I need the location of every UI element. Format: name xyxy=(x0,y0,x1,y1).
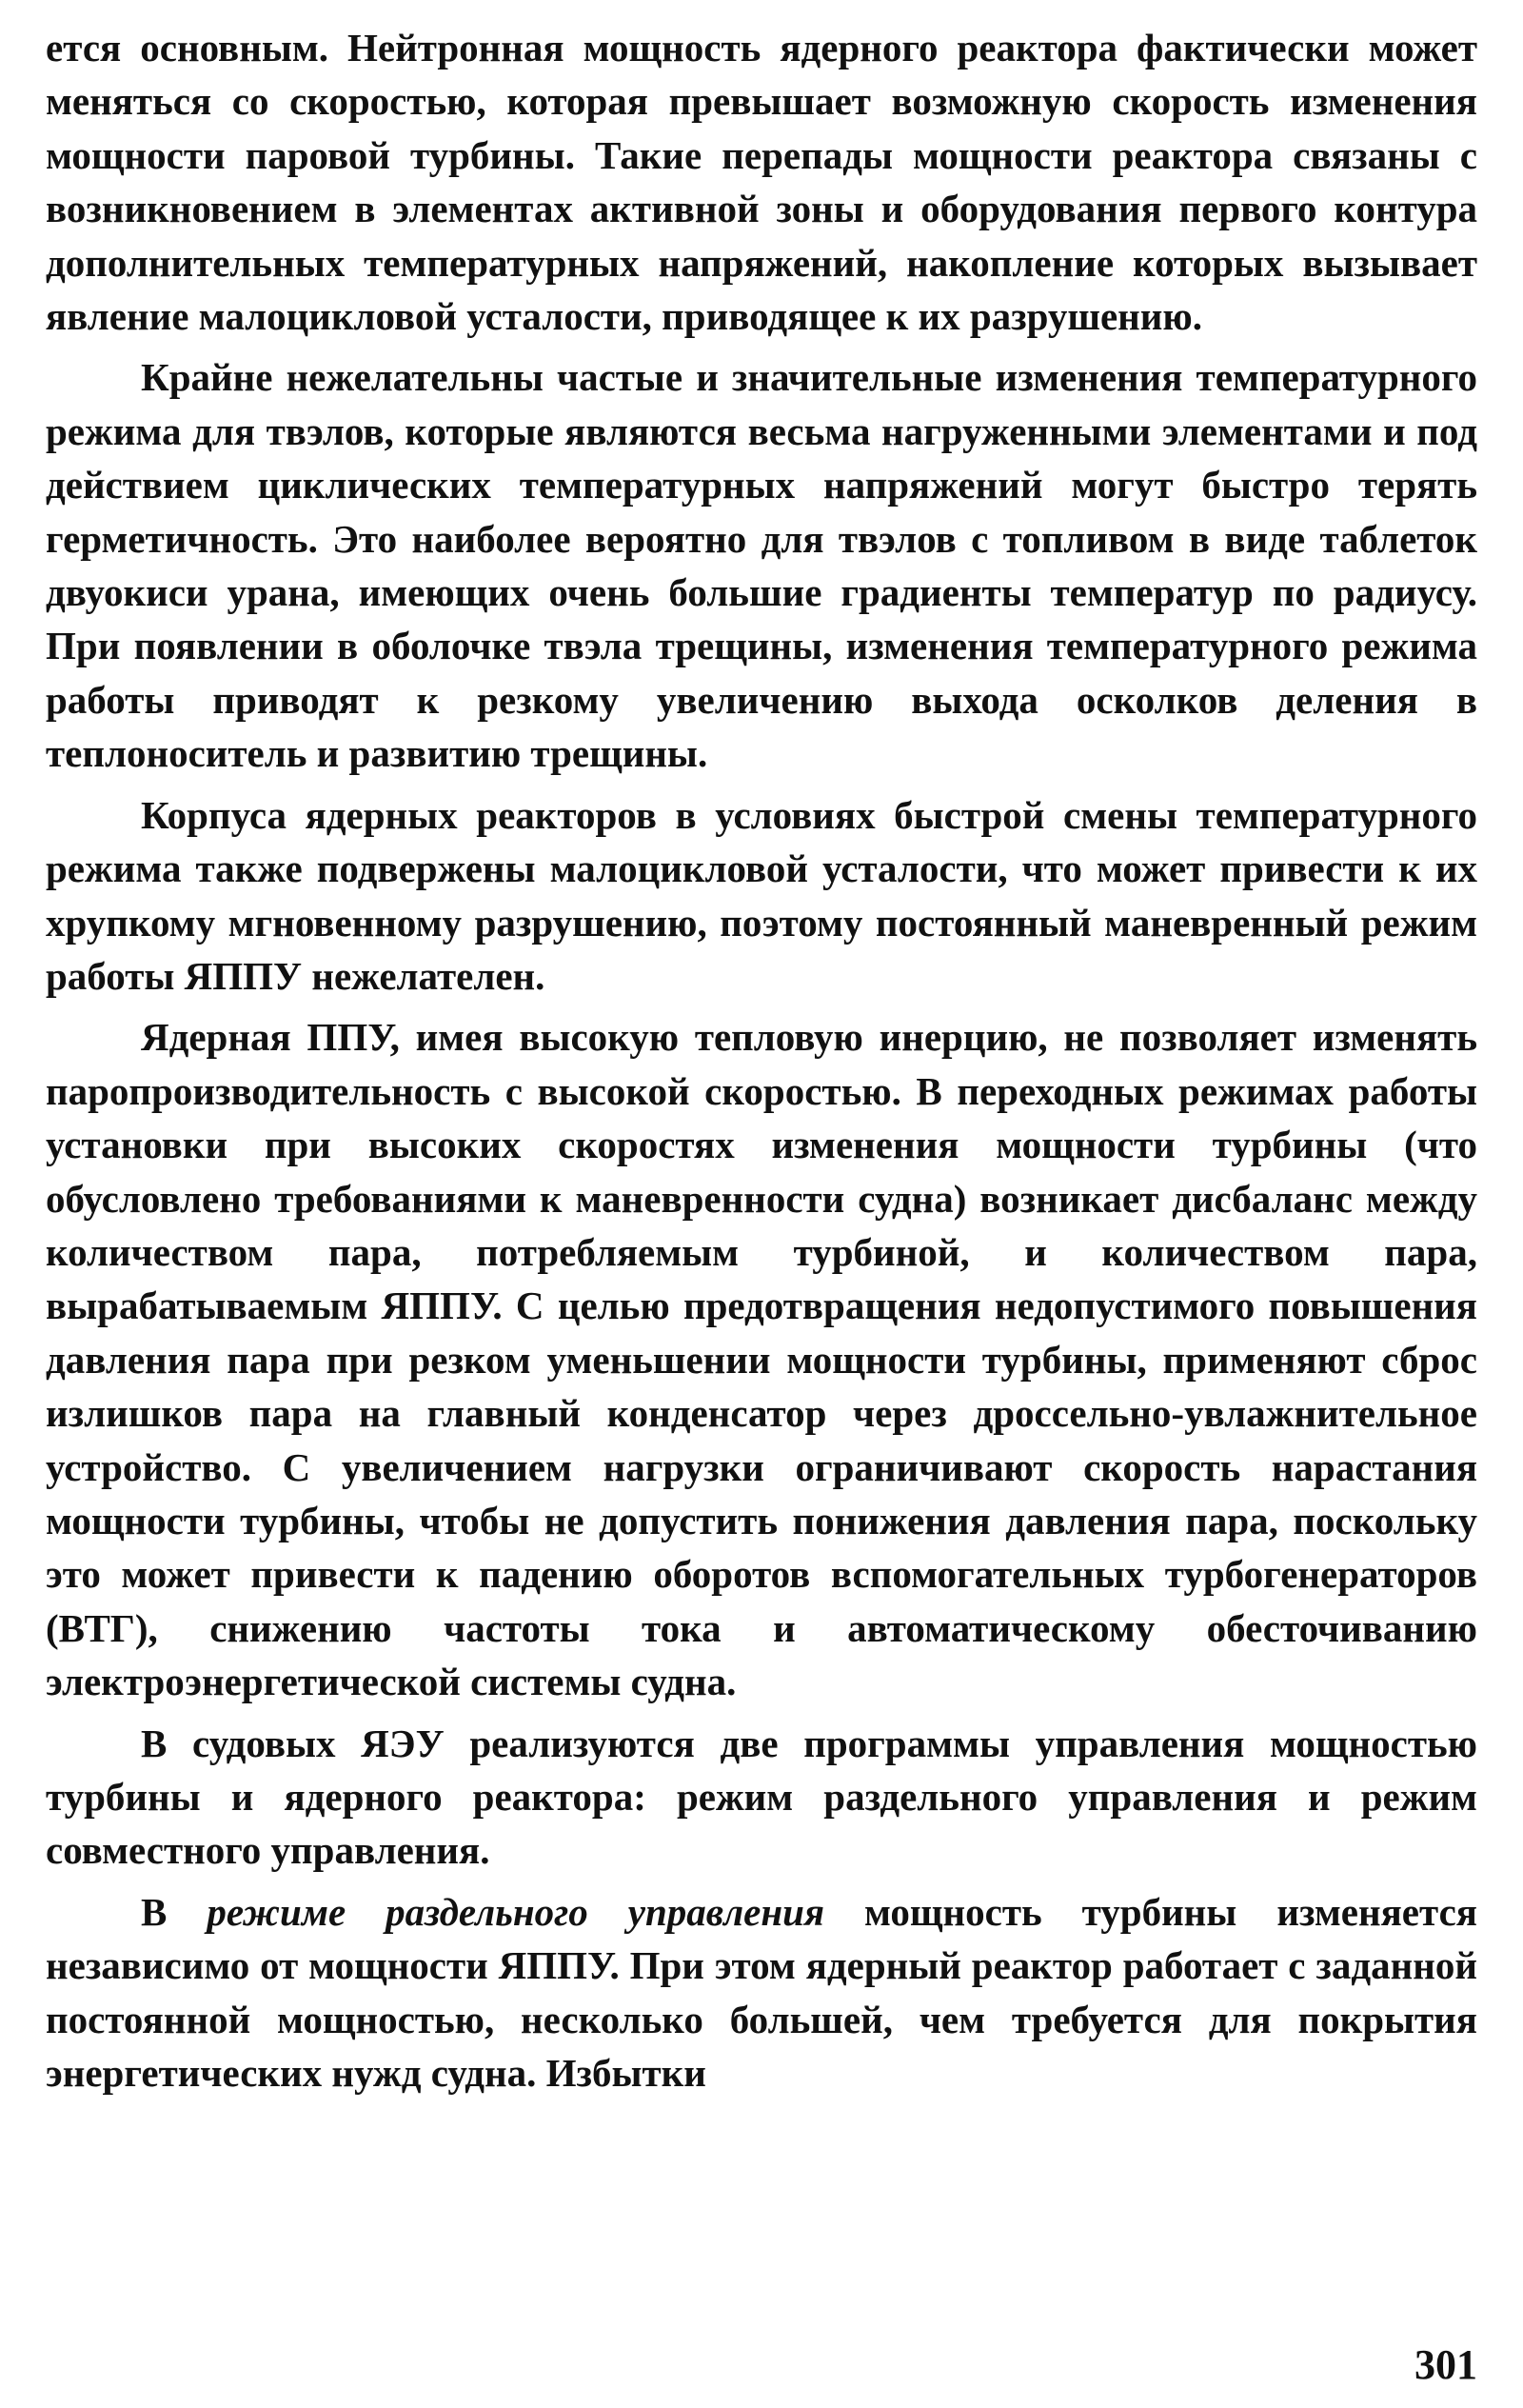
paragraph-4: Ядерная ППУ, имея высокую тепловую инерцию, не позволяет изменять паропроизводительность с высокой скоростью. В переходных режимах работы установки при высоких скоростях изменения мощности турбины (что обусловлено требованиями к маневренности судна) возникает дисбаланс между количеством пара, потребляемым турбиной, и количеством пара, вырабатываемым ЯППУ. С целью предотвращения недопустимого повышения давления пара при резком уменьшении мощности турбины, применяют сброс излишков пара на главный конденсатор через дроссельно-увлажнительное устройство. С увеличением нагрузки ограничивают скорость нарастания мощности турбины, чтобы не допустить понижения давления пара, поскольку это может привести к падению оборотов вспомогательных турбогенераторов (ВТГ), снижению частоты тока и автоматическому обесточиванию электроэнергетической системы судна. xyxy=(46,1015,1477,1704)
paragraph-1: ется основным. Нейтронная мощность ядерного реактора фактически может меняться со скоростью, которая превышает возможную скорость изменения мощности паровой турбины. Такие перепады мощности реактора связаны с возникновением в элементах активной зоны и оборудования первого контура дополнительных температурных напряжений, накопление которых вызывает явление малоцикловой усталости, приводящее к их разрушению. xyxy=(46,26,1477,339)
page-number: 301 xyxy=(1414,2341,1477,2388)
paragraph-6-lead: В xyxy=(141,1889,208,1934)
paragraph-3: Корпуса ядерных реакторов в условиях быстрой смены температурного режима также подвержены малоцикловой усталости, что может привести к их хрупкому мгновенному разрушению, поэтому постоянный маневренный режим работы ЯППУ нежелателен. xyxy=(46,792,1477,998)
page-text xyxy=(46,21,1477,2100)
paragraph-5: В судовых ЯЭУ реализуются две программы управления мощностью турбины и ядерного реактора: режим раздельного управления и режим совместного управления. xyxy=(46,1721,1477,1873)
paragraph-6-italic-term: режиме раздельного управления xyxy=(207,1889,825,1934)
paragraph-6-rest: мощность турбины изменяется независимо от мощности ЯППУ. При этом ядерный реактор работает с заданной постоянной мощностью, несколько большей, чем требуется для покрытия энергетических нужд судна. Избытки xyxy=(46,1889,1477,2096)
paragraph-6 xyxy=(46,1885,1477,2100)
paragraph-2: Крайне нежелательны частые и значительные изменения температурного режима для твэлов, которые являются весьма нагруженными элементами и под действием циклических температурных напряжений могут быстро терять герметичность. Это наиболее вероятно для твэлов с топливом в виде таблеток двуокиси урана, имеющих очень большие градиенты температур по радиусу. При появлении в оболочке твэла трещины, изменения температурного режима работы приводят к резкому увеличению выхода осколков деления в теплоноситель и развитию трещины. xyxy=(46,355,1477,776)
